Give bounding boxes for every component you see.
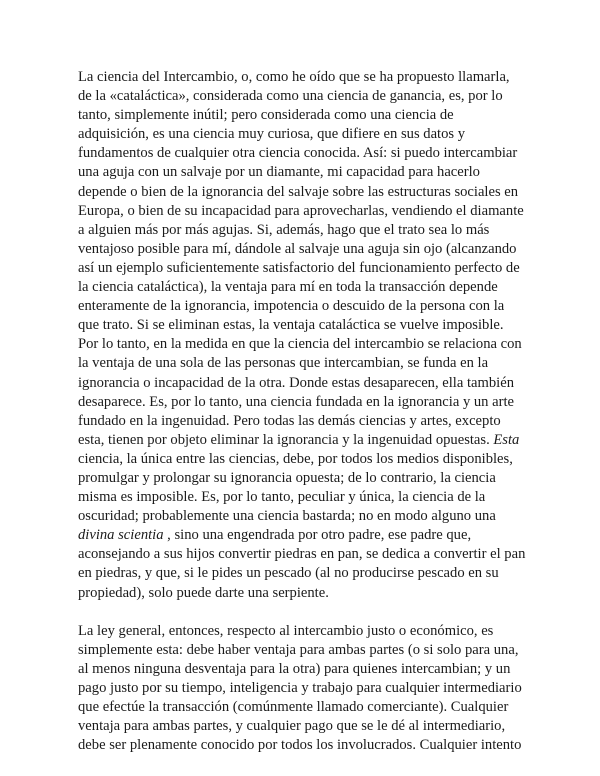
paragraph-2-text-1: La ley general, entonces, respecto al intercambio justo o económico, es simplemente esta: debe haber ventaja para ambas partes (o si solo para una, al menos ninguna desventaja para la otra) para quienes intercambian; y un pago justo por su tiempo, inteligencia y trabajo para cualquier intermediario que efectúe la transacción (comúnmente llamado comerciante). Cualquier ventaja para ambas partes, y cualquier pago que se le dé al intermediario, debe ser plenamente conocido por todos los involucrados. Cualquier intento bbox=[78, 622, 522, 754]
paragraph-2 bbox=[78, 622, 526, 756]
paragraph-1-italic-esta: Esta bbox=[493, 431, 520, 448]
paragraph-1-text-3: , sino una engendrada por otro padre, ese padre que, aconsejando a sus hijos convertir piedras en pan, se dedica a convertir el pan en piedras, y que, si le pides un pescado (al no producirse pescado en su propiedad), solo puede darte una serpiente. bbox=[78, 527, 526, 601]
paragraph-1-italic-divina-scientia: divina scientia bbox=[78, 527, 164, 544]
document-page bbox=[78, 68, 526, 755]
paragraph-1-text-1: La ciencia del Intercambio, o, como he oído que se ha propuesto llamarla, de la «cataláctica», considerada como una ciencia de ganancia, es, por lo tanto, simplemente inútil; pero considerada como una ciencia de adquisición, es una ciencia muy curiosa, que difiere en sus datos y fundamentos de cualquier otra ciencia conocida. Así: si puedo intercambiar una aguja con un salvaje por un diamante, mi capacidad para hacerlo depende o bien de la ignorancia del salvaje sobre las estructuras sociales en Europa, o bien de su incapacidad para aprovecharlas, vendiendo el diamante a alguien más por más agujas. Si, además, hago que el trato sea lo más ventajoso posible para mí, dándole al salvaje una aguja sin ojo (alcanzando así un ejemplo suficientemente satisfactorio del funcionamiento perfecto de la ciencia cataláctica), la ventaja para mí en toda la transacción depende enteramente de la ignorancia, impotencia o descuido de la persona con la que trato. Si se eliminan estas, la ventaja cataláctica se vuelve imposible. Por lo tanto, en la medida en que la ciencia del intercambio se relaciona con la ventaja de una sola de las personas que intercambian, se funda en la ignorancia o incapacidad de la otra. Donde estas desaparecen, ella también desaparece. Es, por lo tanto, una ciencia fundada en la ignorancia y un arte fundado en la ingenuidad. Pero todas las demás ciencias y artes, excepto esta, tienen por objeto eliminar la ignorancia y la ingenuidad opuestas. bbox=[78, 69, 524, 448]
paragraph-1 bbox=[78, 68, 526, 603]
paragraph-1-text-2: ciencia, la única entre las ciencias, debe, por todos los medios disponibles, promulgar y prolongar su ignorancia opuesta; de lo contrario, la ciencia misma es imposible. Es, por lo tanto, peculiar y única, la ciencia de la oscuridad; probablemente una ciencia bastarda; no en modo alguno una bbox=[78, 450, 513, 525]
